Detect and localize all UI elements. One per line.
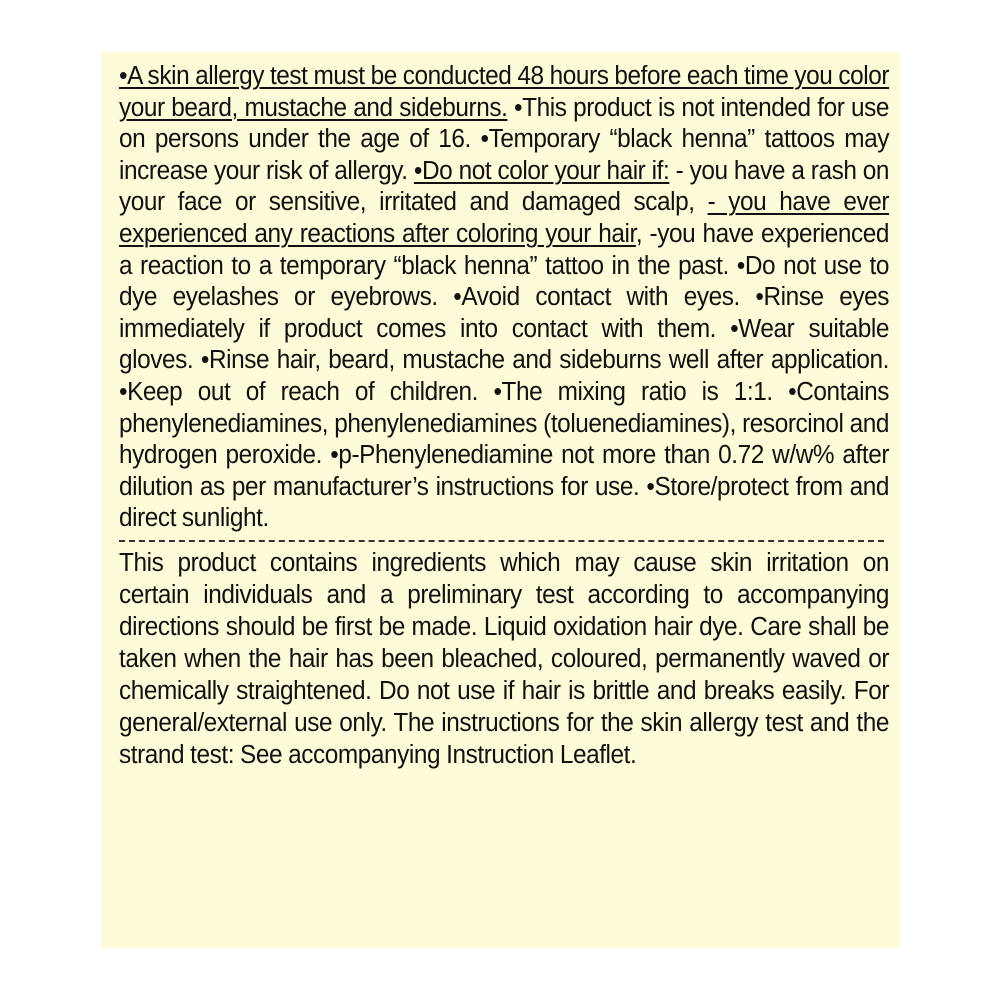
warnings-paragraph — [119, 60, 889, 534]
dashed-divider — [119, 540, 884, 542]
rash-condition: - you have a rash on your face or sensitive, irritated and damaged scalp, — [119, 154, 890, 217]
allergy-test-warning: •A skin allergy test must be conducted 48 hours before each time you color your beard, mustache and sideburns. — [119, 60, 890, 122]
remaining-warnings: , -you have experienced a reaction to a temporary “black henna” tattoo in the past. •Do not use to dye eyelashes or eyebrows. •Avoid contact with eyes. •Rinse eyes immediately if product comes into contact with them. •Wear suitable gloves. •Rinse hair, beard, mustache and sideburns well after application. •Keep out of reach of children. •The mixing ratio is 1:1. •Contains phenylenediamines, phenylenediamines (toluenediamines), resorcinol and hydrogen peroxide. •p-Phenylenediamine not more than 0.72 w/w% after dilution as per manufacturer’s instructions for use. •Store/protect from and direct sunlight. — [119, 217, 890, 533]
do-not-color-heading: •Do not color your hair if: — [413, 154, 670, 185]
reaction-condition: - you have ever experienced any reactions after coloring your hair — [119, 186, 890, 248]
age-henna-warning: •This product is not intended for use on persons under the age of 16. •Temporary “black henna” tattoos may increase your risk of allergy. — [119, 91, 890, 185]
precaution-paragraph: This product contains ingredients which may cause skin irritation on certain individuals and a preliminary test according to accompanying directions should be first be made. Liquid oxidation hair dye. Care shall be taken when the hair has been bleached, coloured, permanently waved or chemically straightened. Do not use if hair is brittle and breaks easily. For general/external use only. The instructions for the skin allergy test and the strand test: See accompanying Instruction Leaflet. — [119, 546, 890, 769]
label-panel — [101, 52, 900, 948]
